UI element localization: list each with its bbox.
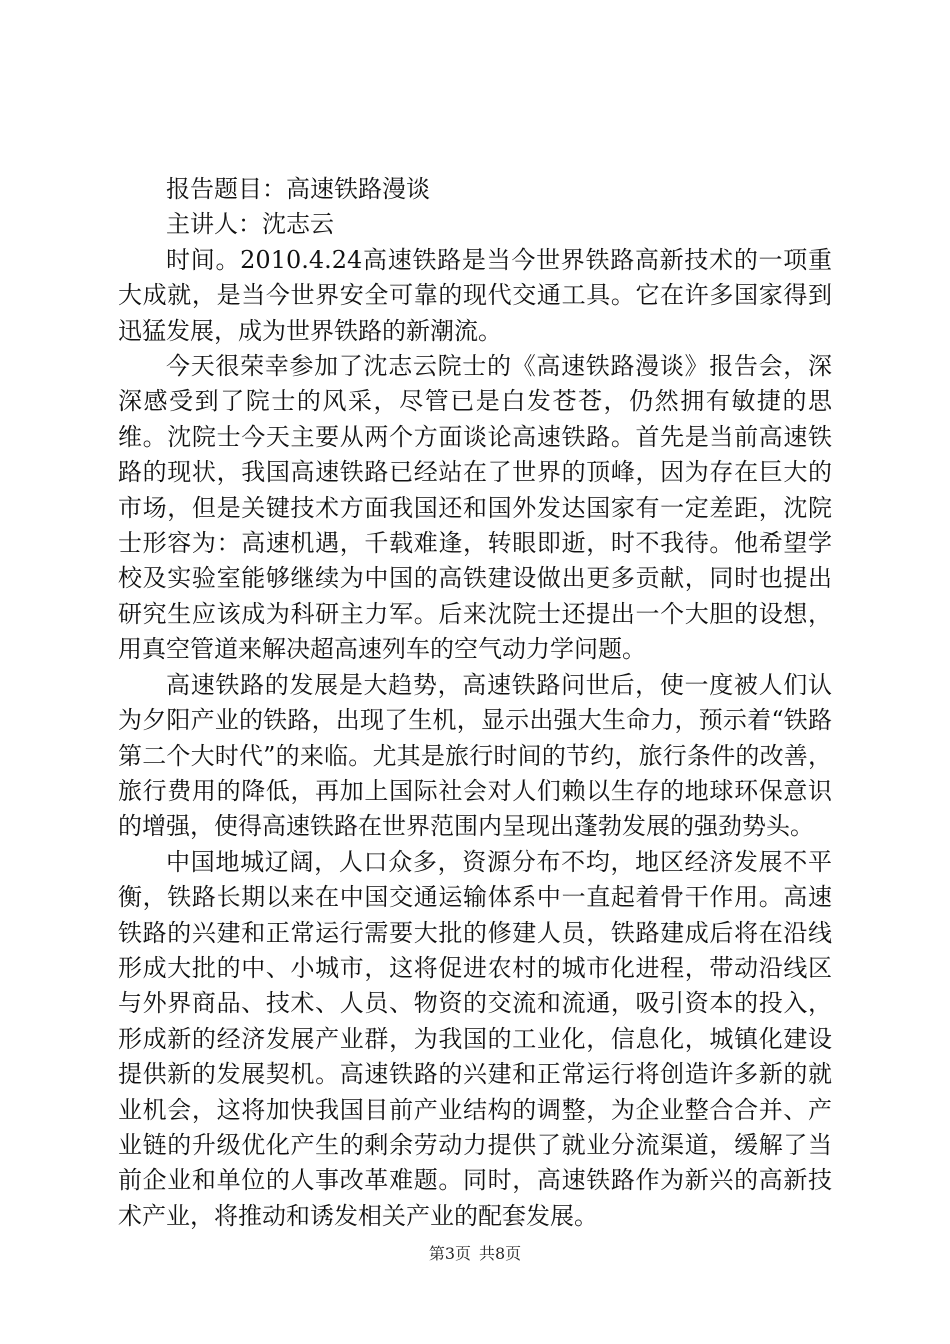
page-total: 共8页 [479, 1244, 522, 1263]
paragraph-report-summary: 今天很荣幸参加了沈志云院士的《高速铁路漫谈》报告会，深深感受到了院士的风采，尽管已是白发苍苍，仍然拥有敏捷的思维。沈院士今天主要从两个方面谈论高速铁路。首先是当前高速铁路的现状，我国高速铁路已经站在了世界的顶峰，因为存在巨大的市场，但是关键技术方面我国还和国外发达国家有一定差距，沈院士形容为：高速机遇，千载难逢，转眼即逝，时不我待。他希望学校及实验室能够继续为中国的高铁建设做出更多贡献，同时也提出研究生应该成为科研主力军。后来沈院士还提出一个大胆的设想，用真空管道来解决超高速列车的空气动力学问题。 [118, 352, 832, 664]
page-footer [0, 1244, 950, 1264]
paragraph-china-impact: 中国地城辽阔，人口众多，资源分布不均，地区经济发展不平衡，铁路长期以来在中国交通运输体系中一直起着骨干作用。高速铁路的兴建和正常运行需要大批的修建人员，铁路建成后将在沿线形成大批的中、小城市，这将促进农村的城市化进程，带动沿线区与外界商品、技术、人员、物资的交流和流通，吸引资本的投入，形成新的经济发展产业群，为我国的工业化，信息化，城镇化建设提供新的发展契机。高速铁路的兴建和正常运行将创造许多新的就业机会，这将加快我国目前产业结构的调整，为企业整合合并、产业链的升级优化产生的剩余劳动力提供了就业分流渠道，缓解了当前企业和单位的人事改革难题。同时，高速铁路作为新兴的高新技术产业，将推动和诱发相关产业的配套发展。 [118, 847, 832, 1230]
page-number: 第3页 [428, 1244, 471, 1263]
speaker-line: 主讲人：沈志云 [166, 210, 334, 239]
paragraph-time-intro: 时间。2010.4.24高速铁路是当今世界铁路高新技术的一项重大成就，是当今世界安全可靠的现代交通工具。它在许多国家得到迅猛发展，成为世界铁路的新潮流。 [118, 245, 832, 345]
report-title-line: 报告题目：高速铁路漫谈 [166, 175, 430, 203]
document-body [118, 172, 832, 1234]
paragraph-development-trend: 高速铁路的发展是大趋势，高速铁路问世后，使一度被人们认为夕阳产业的铁路，出现了生机，显示出强大生命力，预示着“铁路第二个大时代”的来临。尤其是旅行时间的节约，旅行条件的改善，旅行费用的降低，再加上国际社会对人们赖以生存的地球环保意识的增强，使得高速铁路在世界范围内呈现出蓬勃发展的强劲势头。 [118, 670, 832, 841]
